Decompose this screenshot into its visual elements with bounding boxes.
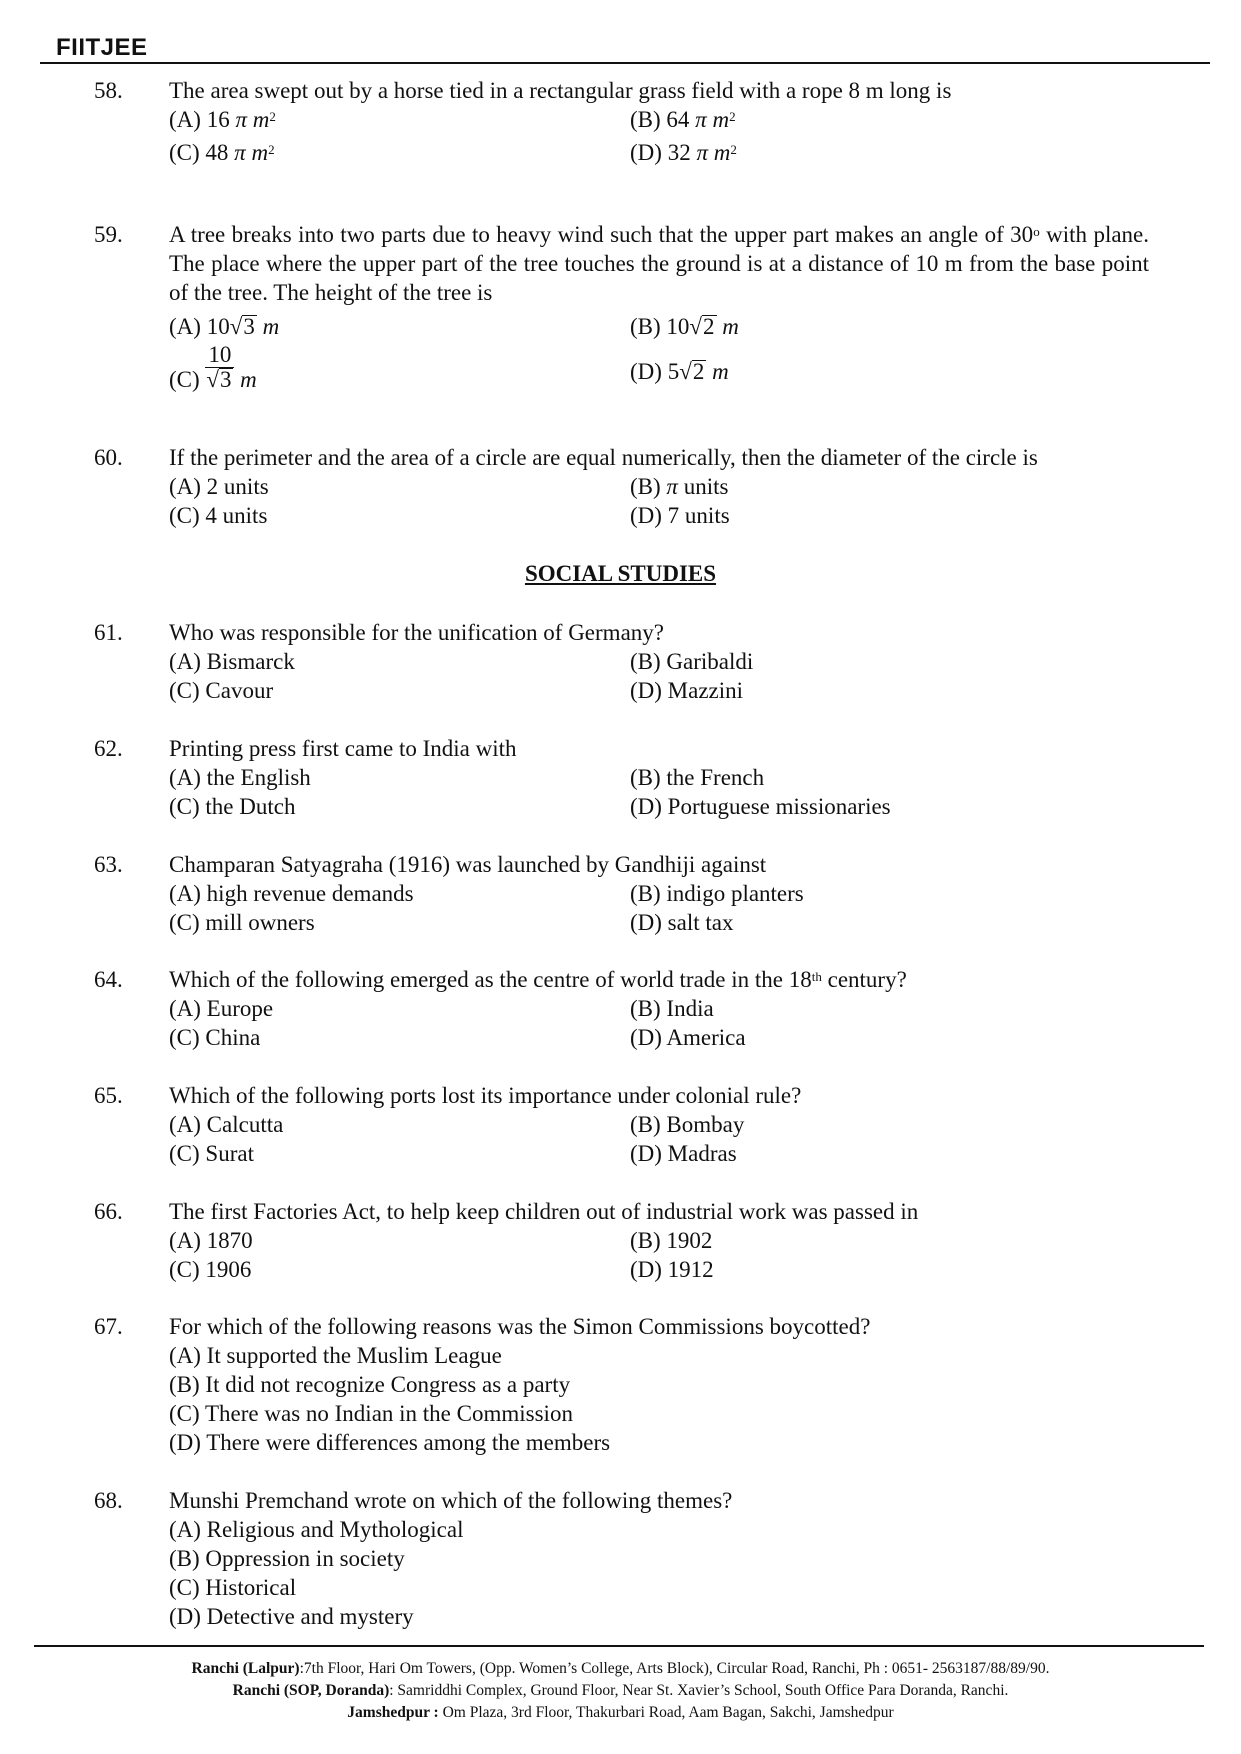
option-d[interactable]: (D) America: [630, 1025, 746, 1050]
question-number: 58.: [94, 78, 123, 103]
question-number: 65.: [94, 1083, 123, 1108]
brand-logo-text: FIITJEE: [56, 34, 148, 61]
option-a[interactable]: (A) 10√3 m: [169, 314, 280, 339]
question-text: Munshi Premchand wrote on which of the following themes?: [169, 1488, 733, 1513]
option-d[interactable]: (D) 1912: [630, 1257, 714, 1282]
option-a[interactable]: (A) 1870: [169, 1228, 253, 1253]
option-d[interactable]: (D) 5√2 m: [630, 359, 729, 384]
question-text: If the perimeter and the area of a circle are equal numerically, then the diameter of the circle is: [169, 445, 1038, 470]
footer-line-2: Ranchi (SOP, Doranda): Samriddhi Complex, Ground Floor, Near St. Xavier’s School, South Office Para Doranda, Ranchi.: [232, 1682, 1009, 1699]
option-c[interactable]: (C) Surat: [169, 1141, 254, 1166]
question-number: 66.: [94, 1199, 123, 1224]
question-number: 64.: [94, 967, 123, 992]
option-c[interactable]: (C) 48 π $m^2$: [169, 140, 275, 165]
option-c[interactable]: (C) mill owners: [169, 910, 315, 935]
fraction: $\frac{10}{√3}$: [205, 343, 234, 392]
option-a[interactable]: (A) Calcutta: [169, 1112, 284, 1137]
question-number: 63.: [94, 852, 123, 877]
section-heading: SOCIAL STUDIES: [524, 561, 717, 586]
option-b[interactable]: (B) Bombay: [630, 1112, 745, 1137]
question-text: Which of the following emerged as the centre of world trade in the 18th century?: [169, 967, 907, 992]
option-b[interactable]: (B) indigo planters: [630, 881, 804, 906]
option-d[interactable]: (D) 7 units: [630, 503, 730, 528]
question-number: 68.: [94, 1488, 123, 1513]
option-d[interactable]: (D) Portuguese missionaries: [630, 794, 891, 819]
footer-addresses: [0, 1658, 1241, 1724]
option-c[interactable]: (C) $\frac{10}{√3}$ m: [169, 342, 257, 392]
footer-line-1: Ranchi (Lalpur):7th Floor, Hari Om Towers, (Opp. Women’s College, Arts Block), Circular Road, Ranchi, Ph : 0651- 2563187/88/89/90.: [191, 1660, 1050, 1677]
option-a[interactable]: (A) 2 units: [169, 474, 269, 499]
option-d[interactable]: (D) salt tax: [630, 910, 734, 935]
footer-rule: [34, 1645, 1204, 1647]
option-d[interactable]: (D) Madras: [630, 1141, 737, 1166]
option-b[interactable]: (B) 1902: [630, 1228, 713, 1253]
option-c[interactable]: (C) the Dutch: [169, 794, 296, 819]
option-a[interactable]: (A) 16 π $m^2$: [169, 107, 276, 132]
option-d[interactable]: (D) Mazzini: [630, 678, 744, 703]
question-text: Champaran Satyagraha (1916) was launched by Gandhiji against: [169, 852, 767, 877]
option-b[interactable]: (B) It did not recognize Congress as a party: [169, 1372, 571, 1397]
question-number: 62.: [94, 736, 123, 761]
sqrt-symbol: √2: [689, 314, 715, 339]
option-a[interactable]: (A) Religious and Mythological: [169, 1517, 464, 1542]
header-rule: [40, 34, 1210, 64]
footer-line-3: Jamshedpur : Om Plaza, 3rd Floor, Thakurbari Road, Aam Bagan, Sakchi, Jamshedpur: [347, 1704, 894, 1721]
question-text: Which of the following ports lost its importance under colonial rule?: [169, 1083, 802, 1108]
question-number: 67.: [94, 1314, 123, 1339]
option-a[interactable]: (A) Bismarck: [169, 649, 295, 674]
question-text: For which of the following reasons was the Simon Commissions boycotted?: [169, 1314, 871, 1339]
sqrt-symbol: √2: [679, 359, 705, 384]
question-text: Who was responsible for the unification of Germany?: [169, 620, 664, 645]
option-b[interactable]: (B) 64 π $m^2$: [630, 107, 736, 132]
question-text: Printing press first came to India with: [169, 736, 517, 761]
question-number: 61.: [94, 620, 123, 645]
option-a[interactable]: (A) Europe: [169, 996, 274, 1021]
option-c[interactable]: (C) Cavour: [169, 678, 274, 703]
question-number: 60.: [94, 445, 123, 470]
question-text: A tree breaks into two parts due to heavy wind such that the upper part makes an angle of 30$^o$ with plane. The place where the upper part of the tree touches the ground is at a distance of 10 m from the base point of the tree. The height of the tree is: [169, 222, 1149, 305]
option-b[interactable]: (B) Garibaldi: [630, 649, 754, 674]
option-d[interactable]: (D) 32 π $m^2$: [630, 140, 737, 165]
option-a[interactable]: (A) It supported the Muslim League: [169, 1343, 502, 1368]
option-c[interactable]: (C) Historical: [169, 1575, 297, 1600]
question-text: The area swept out by a horse tied in a rectangular grass field with a rope 8 m long is: [169, 78, 952, 103]
sqrt-symbol: √3: [229, 314, 255, 339]
option-c[interactable]: (C) 4 units: [169, 503, 268, 528]
option-b[interactable]: (B) the French: [630, 765, 765, 790]
option-d[interactable]: (D) There were differences among the members: [169, 1430, 611, 1455]
option-d[interactable]: (D) Detective and mystery: [169, 1604, 414, 1629]
option-c[interactable]: (C) There was no Indian in the Commission: [169, 1401, 573, 1426]
option-c[interactable]: (C) China: [169, 1025, 261, 1050]
option-b[interactable]: (B) π units: [630, 474, 729, 499]
option-c[interactable]: (C) 1906: [169, 1257, 252, 1282]
option-a[interactable]: (A) the English: [169, 765, 311, 790]
question-text: The first Factories Act, to help keep children out of industrial work was passed in: [169, 1199, 919, 1224]
question-number: 59.: [94, 222, 123, 247]
option-b[interactable]: (B) Oppression in society: [169, 1546, 405, 1571]
option-a[interactable]: (A) high revenue demands: [169, 881, 414, 906]
option-b[interactable]: (B) India: [630, 996, 714, 1021]
option-b[interactable]: (B) 10√2 m: [630, 314, 739, 339]
